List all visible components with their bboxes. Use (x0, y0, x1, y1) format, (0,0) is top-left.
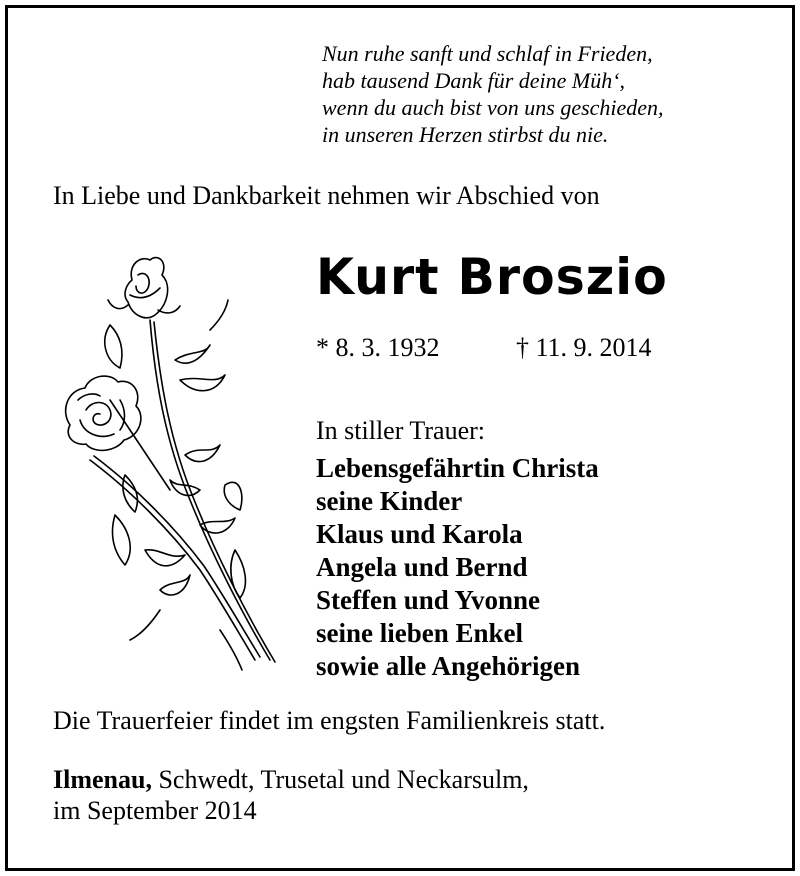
poem (322, 40, 664, 148)
mourners-list (316, 452, 599, 683)
intro-text: In Liebe und Dankbarkeit nehmen wir Abschied von (53, 181, 600, 210)
birth-date: * 8. 3. 1932 (316, 333, 440, 362)
poem-line: in unseren Herzen stirbst du nie. (322, 122, 609, 147)
poem-line: wenn du auch bist von uns geschieden, (322, 95, 664, 120)
mourning-label: In stiller Trauer: (316, 416, 485, 445)
place-main: Ilmenau, (53, 765, 152, 794)
mourner-line: seine Kinder (316, 486, 463, 516)
deceased-name: Kurt Broszio (316, 248, 668, 306)
death-date: † 11. 9. 2014 (516, 333, 652, 362)
date-line: im September 2014 (53, 796, 257, 825)
mourner-line: sowie alle Angehörigen (316, 651, 580, 681)
mourner-line: Lebensgefährtin Christa (316, 453, 599, 483)
funeral-note: Die Trauerfeier findet im engsten Familienkreis statt. (53, 706, 606, 735)
mourner-line: Angela und Bernd (316, 552, 528, 582)
mourner-line: seine lieben Enkel (316, 618, 524, 648)
rose-drawing (50, 250, 300, 680)
mourner-line: Steffen und Yvonne (316, 585, 541, 615)
mourner-line: Klaus und Karola (316, 519, 523, 549)
poem-line: hab tausend Dank für deine Müh‘, (322, 68, 626, 93)
place-others: Schwedt, Trusetal und Neckarsulm, (151, 765, 529, 794)
places-line (53, 765, 529, 795)
poem-line: Nun ruhe sanft und schlaf in Frieden, (322, 41, 653, 66)
